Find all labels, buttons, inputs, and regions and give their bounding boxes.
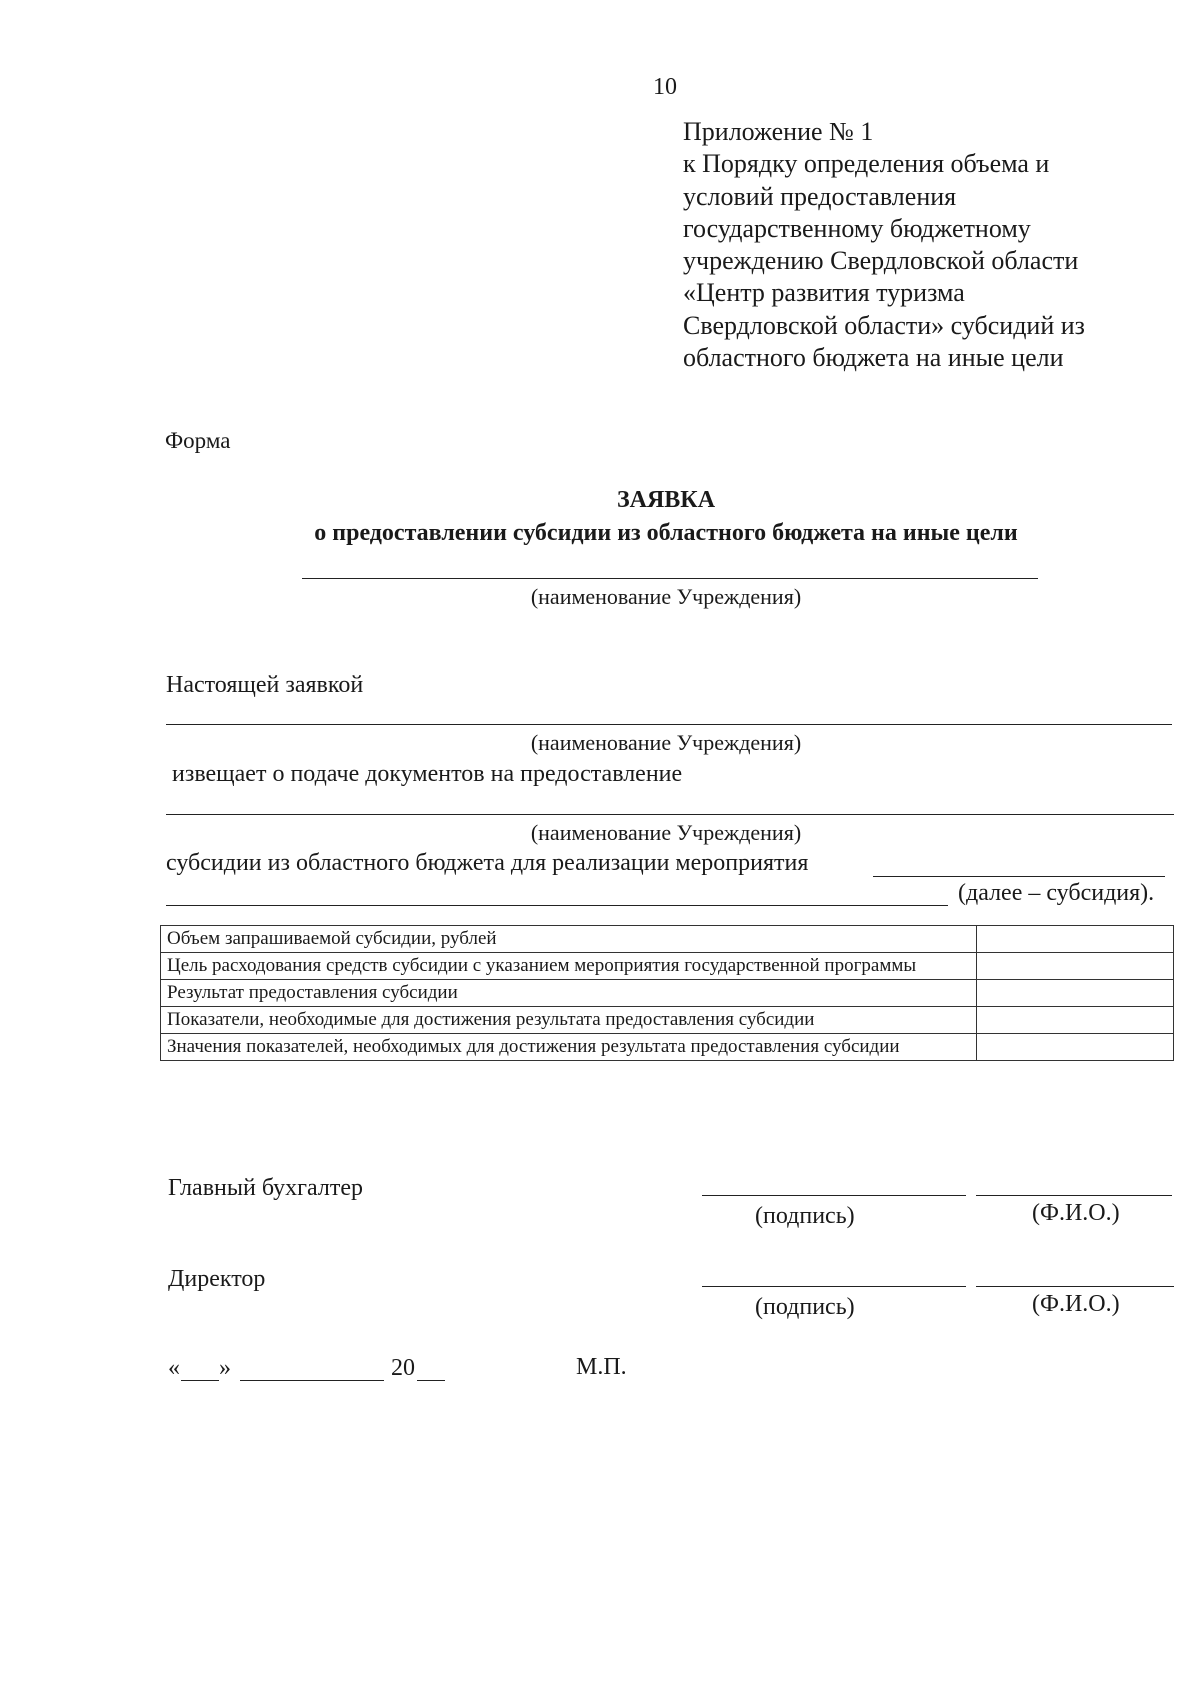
row-value [977, 1007, 1174, 1034]
institution-caption: (наименование Учреждения) [530, 820, 802, 845]
name-caption: (Ф.И.О.) [1032, 1291, 1120, 1317]
institution-fill-line [166, 814, 1174, 815]
director-label: Директор [168, 1266, 266, 1292]
appendix-line: учреждению Свердловской области [683, 246, 1079, 276]
hereinafter-text: (далее – субсидия). [958, 880, 1155, 906]
year-prefix: 20 [391, 1355, 415, 1381]
document-subtitle: о предоставлении субсидии из областного бюджета на иные цели [314, 520, 1018, 546]
intro-text: Настоящей заявкой [166, 672, 364, 698]
form-label: Форма [165, 428, 231, 453]
date-close-quote: » [219, 1355, 231, 1381]
signature-line [702, 1195, 966, 1196]
subsidy-text: субсидии из областного бюджета для реализации мероприятия [166, 850, 809, 876]
name-caption: (Ф.И.О.) [1032, 1200, 1120, 1226]
row-value [977, 980, 1174, 1007]
appendix-line: условий предоставления [683, 181, 957, 211]
table-row [161, 953, 1174, 980]
day-fill-line [181, 1380, 219, 1381]
page-number: 10 [653, 74, 677, 100]
chief-accountant-label: Главный бухгалтер [168, 1175, 363, 1201]
table-row [161, 980, 1174, 1007]
appendix-line: к Порядку определения объема и [683, 149, 1050, 179]
institution-caption: (наименование Учреждения) [530, 584, 802, 609]
stamp-placeholder: М.П. [576, 1354, 627, 1380]
subsidy-request-table [160, 925, 1174, 1061]
row-label: Цель расходования средств субсидии с указанием мероприятия государственной программы [161, 953, 977, 980]
appendix-line: «Центр развития туризма [683, 278, 965, 308]
row-value [977, 926, 1174, 953]
appendix-line: Свердловской области» субсидий из [683, 310, 1085, 340]
appendix-line: Приложение № 1 [683, 117, 874, 146]
document-title: ЗАЯВКА [616, 487, 716, 513]
signature-caption: (подпись) [755, 1294, 855, 1320]
appendix-line: государственному бюджетному [683, 213, 1031, 243]
notice-text: извещает о подаче документов на предоставление [172, 761, 683, 787]
row-label: Объем запрашиваемой субсидии, рублей [161, 926, 977, 953]
month-fill-line [240, 1380, 384, 1381]
name-line [976, 1195, 1172, 1196]
event-fill-line [873, 876, 1165, 877]
year-fill-line [417, 1380, 445, 1381]
signature-line [702, 1286, 966, 1287]
institution-caption: (наименование Учреждения) [530, 730, 802, 755]
date-open-quote: « [168, 1355, 180, 1381]
table-row [161, 1007, 1174, 1034]
row-label: Результат предоставления субсидии [161, 980, 977, 1007]
row-label: Значения показателей, необходимых для достижения результата предоставления субсидии [161, 1034, 977, 1061]
row-value [977, 953, 1174, 980]
institution-name-line [302, 578, 1038, 579]
table-row [161, 1034, 1174, 1061]
name-line [976, 1286, 1174, 1287]
appendix-line: областного бюджета на иные цели [683, 343, 1064, 373]
row-label: Показатели, необходимые для достижения результата предоставления субсидии [161, 1007, 977, 1034]
appendix-reference [683, 116, 1085, 374]
signature-caption: (подпись) [755, 1203, 855, 1229]
event-fill-line [166, 905, 948, 906]
table-row [161, 926, 1174, 953]
institution-fill-line [166, 724, 1172, 725]
row-value [977, 1034, 1174, 1061]
